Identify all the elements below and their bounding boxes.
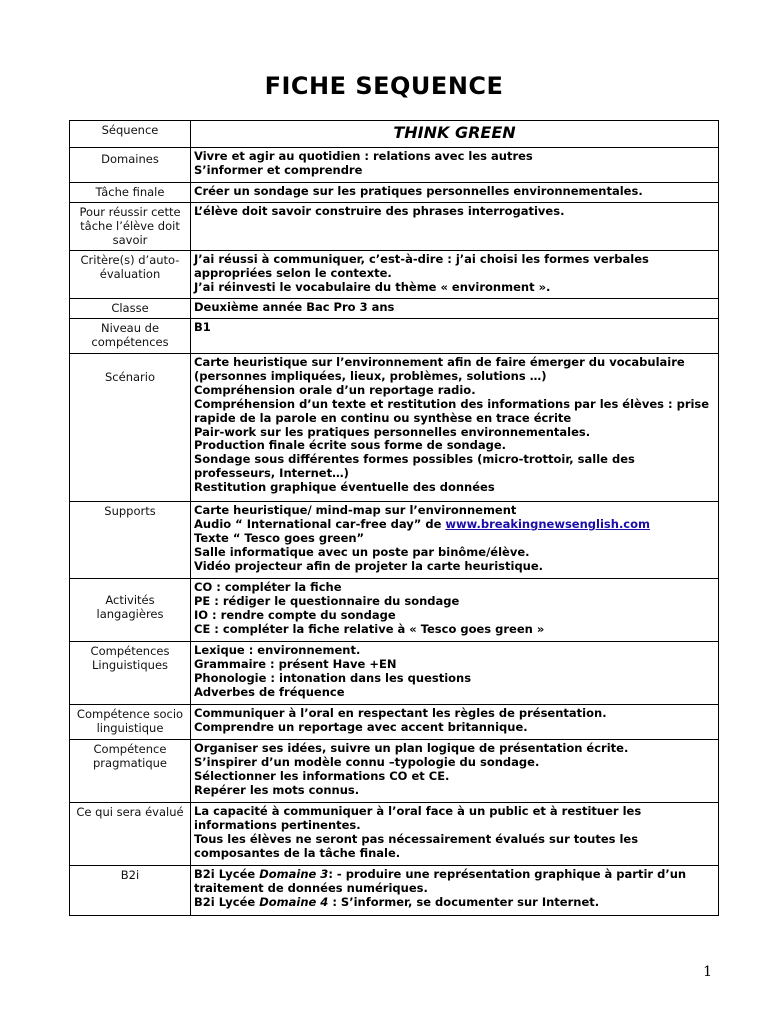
label-ling: Compétences Linguistiques [70,642,191,705]
row-tache-finale [70,183,719,203]
value-pragma: Organiser ses idées, suivre un plan logique de présentation écrite. S’inspirer d’un modèle connu –typologie du sondage. Sélectionner les informations CO et CE. Repérer les mots connus. [191,740,719,803]
row-niveau [70,319,719,354]
value-evalue: La capacité à communiquer à l’oral face à un public et à restituer les informations pertinentes. Tous les élèves ne seront pas nécessairement évalués sur toutes les composantes de la tâche finale. [191,803,719,866]
row-scenario [70,354,719,502]
label-sequence: Séquence [70,121,191,148]
label-pragma: Compétence pragmatique [70,740,191,803]
page-number: 1 [703,964,712,980]
value-criteres: J’ai réussi à communiquer, c’est-à-dire : j’ai choisi les formes verbales appropriées selon le contexte. J’ai réinvesti le vocabulaire du thème « environment ». [191,251,719,299]
label-scenario: Scénario [70,354,191,502]
value-pour-reussir: L’élève doit savoir construire des phrases interrogatives. [191,203,719,251]
value-b2i: B2i Lycée Domaine 3: - produire une représentation graphique à partir d’un traitement de données numériques. B2i Lycée Domaine 4 : S’informer, se documenter sur Internet. [191,866,719,916]
breakingnewsenglish-link[interactable]: www.breakingnewsenglish.com [445,516,651,531]
row-activites [70,579,719,642]
row-ling [70,642,719,705]
row-sequence [70,121,719,148]
row-domaines [70,148,719,183]
row-classe [70,299,719,319]
label-classe: Classe [70,299,191,319]
value-socio: Communiquer à l’oral en respectant les règles de présentation. Comprendre un reportage avec accent britannique. [191,705,719,740]
sequence-table [69,120,719,916]
label-tache-finale: Tâche finale [70,183,191,203]
label-b2i: B2i [70,866,191,916]
row-b2i [70,866,719,916]
page-title: FICHE SEQUENCE [264,72,504,100]
row-pour-reussir [70,203,719,251]
label-socio: Compétence socio linguistique [70,705,191,740]
value-domaines: Vivre et agir au quotidien : relations avec les autres S’informer et comprendre [191,148,719,183]
label-activites: Activités langagières [70,579,191,642]
label-niveau: Niveau de compétences [70,319,191,354]
label-supports: Supports [70,502,191,579]
value-supports: Carte heuristique/ mind-map sur l’environnement Audio “ International car-free day” de www.breakingnewsenglish.com Texte “ Tesco goes green” Salle informatique avec un poste par binôme/élève. Vidéo projecteur afin de projeter la carte heuristique. [191,502,719,579]
label-criteres: Critère(s) d’auto-évaluation [70,251,191,299]
value-activites: CO : compléter la fiche PE : rédiger le questionnaire du sondage IO : rendre compte du sondage CE : compléter la fiche relative à « Tesco goes green » [191,579,719,642]
row-pragma [70,740,719,803]
label-pour-reussir: Pour réussir cette tâche l’élève doit savoir [70,203,191,251]
value-tache-finale: Créer un sondage sur les pratiques personnelles environnementales. [191,183,719,203]
value-sequence: THINK GREEN [191,121,719,148]
value-ling: Lexique : environnement. Grammaire : présent Have +EN Phonologie : intonation dans les questions Adverbes de fréquence [191,642,719,705]
row-evalue [70,803,719,866]
row-socio [70,705,719,740]
value-niveau: B1 [191,319,719,354]
label-domaines: Domaines [70,148,191,183]
row-criteres [70,251,719,299]
label-evalue: Ce qui sera évalué [70,803,191,866]
value-scenario: Carte heuristique sur l’environnement afin de faire émerger du vocabulaire (personnes impliquées, lieux, problèmes, solutions …) Compréhension orale d’un reportage radio. Compréhension d’un texte et restitution des informations par les élèves : prise rapide de la parole en continu ou synthèse en trace écrite Pair-work sur les pratiques personnelles environnementales. Production finale écrite sous forme de sondage. Sondage sous différentes formes possibles (micro-trottoir, salle des professeurs, Internet…) Restitution graphique éventuelle des données [191,354,719,502]
row-supports [70,502,719,579]
value-classe: Deuxième année Bac Pro 3 ans [191,299,719,319]
